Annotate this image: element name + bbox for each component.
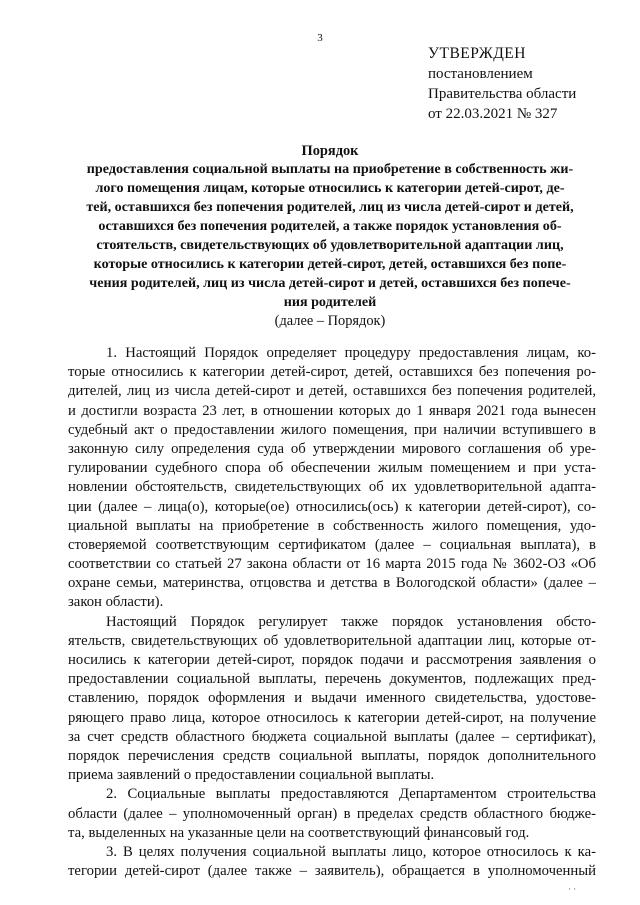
text-line: ставлению, порядок оформления и выдачи именного свидетельства, удостове- [68, 690, 596, 707]
approval-line-2: Правительства области [428, 86, 577, 102]
document-subtitle-line: стоятельств, свидетельствующих об удовлетворительной адаптации лиц, [96, 237, 564, 253]
text-line: новлении обстоятельств, свидетельствующих об их удовлетворительной адапта- [68, 479, 596, 496]
text-line: стоверяемой соответствующим сертификатом (далее – социальная выплата), в [68, 536, 596, 553]
text-line: соответствии со статьей 27 закона области от 16 марта 2015 года № 3602-ОЗ «Об [68, 556, 596, 573]
document-subtitle-line: тей, оставшихся без попечения родителей, лиц из числа детей-сирот и детей, [86, 199, 574, 215]
approval-line-1: постановлением [428, 66, 533, 82]
text-line: гулировании судебного спора об обеспечении жилым помещением и при уста- [68, 460, 596, 477]
text-line: ции (далее – лица(о), которые(ое) относились(ось) к категории детей-сирот), со- [68, 498, 596, 515]
approval-title: УТВЕРЖДЕН [428, 45, 526, 62]
document-title: Порядок [301, 143, 359, 159]
text-line: циальной выплаты на приобретение в собственность жилого помещения, удо- [68, 517, 596, 534]
document-subtitle-line: предоставления социальной выплаты на приобретение в собственность жи- [86, 161, 574, 177]
text-line: и достигли возраста 23 лет, в отношении которых до 1 января 2021 года вынесен [68, 402, 596, 419]
text-line: охране семьи, материнства, отцовства и детства в Вологодской области» (далее – [68, 575, 596, 592]
document-subtitle-line: ния родителей [283, 294, 377, 310]
text-line: ятельств, свидетельствующих об удовлетворительной адаптации лиц, которые от- [68, 632, 596, 649]
text-line: ряющего право лица, которое относилось к категории детей-сирот, на получение [68, 709, 596, 726]
text-line: тегории детей-сирот (далее также – заявитель), обращается в уполномоченный [68, 863, 596, 880]
text-line: закон области). [68, 594, 164, 611]
text-line: 2. Социальные выплаты предоставляются Департаментом строительства [106, 786, 596, 803]
text-line: за счет средств областного бюджета социальной выплаты (далее – сертификат), [68, 728, 596, 745]
scan-mark: · · [568, 884, 577, 894]
approval-line-3: от 22.03.2021 № 327 [428, 106, 558, 122]
text-line: носились к категории детей-сирот, порядок подачи и рассмотрения заявления о [68, 652, 596, 668]
document-short-name: (далее – Порядок) [274, 313, 386, 329]
text-line: та, выделенных на указанные цели на соответствующий финансовый год. [68, 824, 530, 841]
text-line: законную силу определения суда об утверждении мирового соглашения об уре- [68, 440, 596, 457]
text-line: области (далее – уполномоченный орган) в пределах средств областного бюдже- [68, 805, 596, 822]
text-line: дителей, лиц из числа детей-сирот и детей, оставшихся без попечения родителей, [68, 383, 596, 400]
paragraph [68, 785, 596, 843]
document-subtitle-line: чения родителей, лиц из числа детей-сирот и детей, оставшихся без попече- [89, 275, 571, 291]
document-subtitle-line: оставшихся без попечения родителей, а также порядок установления об- [98, 218, 562, 234]
text-line: 3. В целях получения социальной выплаты лицо, которое относилось к ка- [106, 843, 596, 860]
text-line: судебный акт о предоставлении жилого помещения, при наличии вступившего в [68, 421, 596, 438]
text-line: 1. Настоящий Порядок определяет процедуру предоставления лицам, ко- [106, 345, 596, 361]
document-subtitle-line: которые относились к категории детей-сирот, детей, оставшихся без попе- [93, 256, 567, 272]
page-number: 3 [317, 32, 323, 44]
paragraph [68, 843, 596, 881]
paragraph [68, 613, 596, 786]
paragraph [68, 344, 596, 613]
text-line: Настоящий Порядок регулирует также порядок установления обсто- [106, 613, 596, 630]
document-subtitle-line: лого помещения лицам, которые относились к категории детей-сирот, де- [95, 180, 565, 196]
approval-stamp [428, 44, 576, 124]
text-line: предоставлении социальной выплаты, перечень документов, подлежащих пред- [68, 671, 596, 688]
text-line: торые относились к категории детей-сирот, детей, оставшихся без попечения ро- [68, 364, 596, 381]
document-body [68, 344, 596, 881]
text-line: порядок перечисления средств социальной выплаты, порядок дополнительного [68, 747, 596, 764]
document-header [66, 142, 594, 331]
text-line: приема заявлений о предоставлении социальной выплаты. [68, 767, 435, 784]
